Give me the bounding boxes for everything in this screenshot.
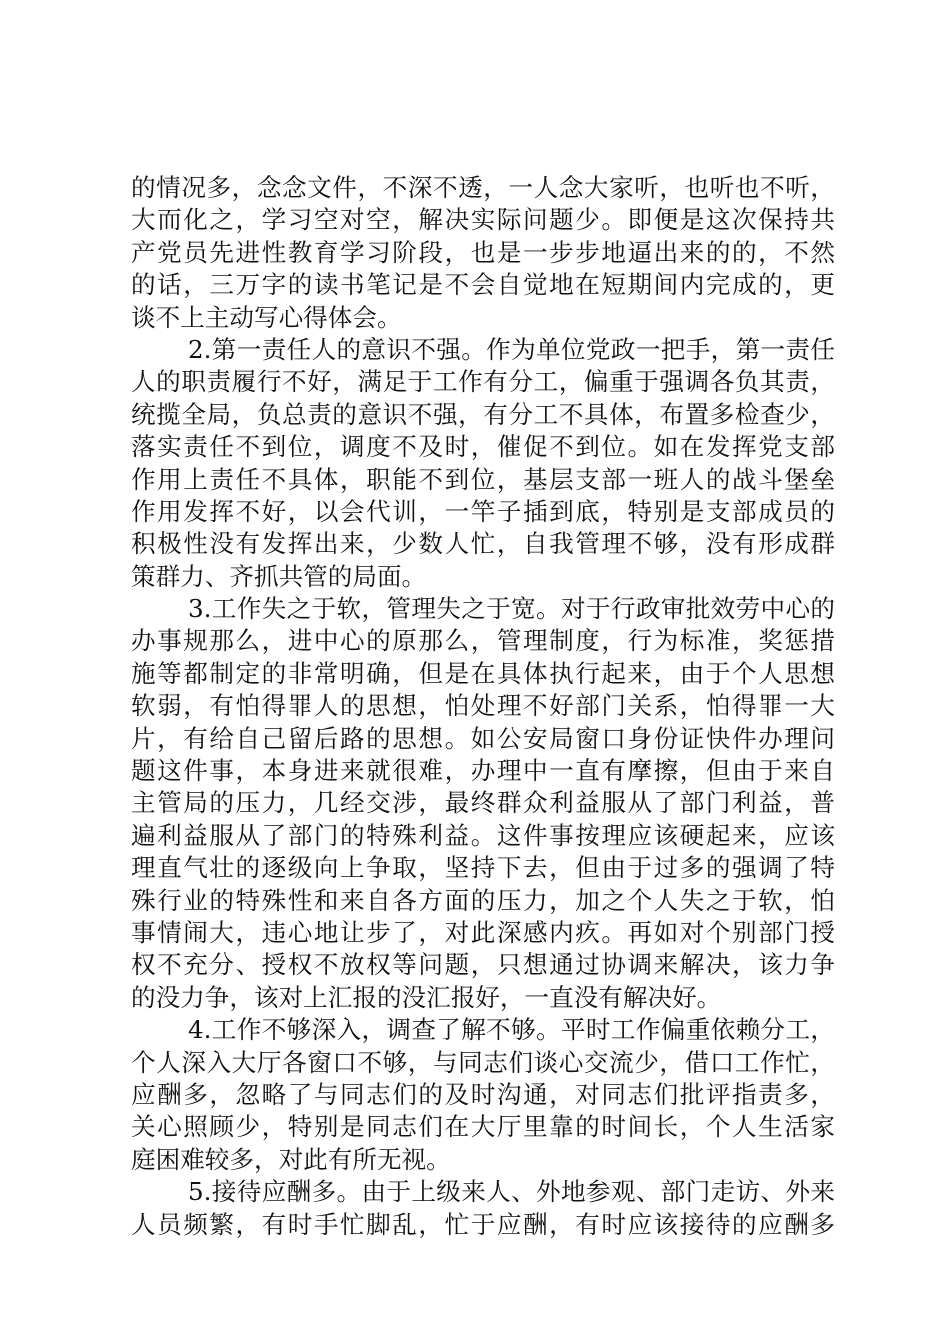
text-line: 人员频繁，有时手忙脚乱，忙于应酬，有时应该接待的应酬多 (131, 1209, 835, 1239)
document-body (131, 172, 835, 1241)
text-line: 片，有给自己留后路的思想。如公安局窗口身份证快件办理问 (131, 723, 835, 753)
text-line: 4.工作不够深入，调查了解不够。平时工作偏重依赖分工， (188, 1015, 835, 1045)
text-line: 大而化之，学习空对空，解决实际问题少。即便是这次保持共 (131, 205, 835, 235)
text-line: 题这件事，本身进来就很难，办理中一直有摩擦，但由于来自 (131, 756, 835, 786)
text-line: 作用发挥不好，以会代训，一竿子插到底，特别是支部成员的 (131, 496, 835, 526)
text-line: 遍利益服从了部门的特殊利益。这件事按理应该硬起来，应该 (131, 820, 835, 850)
text-line: 个人深入大厅各窗口不够，与同志们谈心交流少，借口工作忙， (131, 1047, 835, 1077)
text-line: 统揽全局，负总责的意识不强，有分工不具体，布置多检查少， (131, 399, 835, 429)
text-line: 权不充分、授权不放权等问题，只想通过协调来解决，该力争 (131, 950, 835, 980)
text-line: 策群力、齐抓共管的局面。 (131, 561, 427, 591)
text-line: 关心照顾少，特别是同志们在大厅里靠的时间长，个人生活家 (131, 1112, 835, 1142)
text-line: 理直气壮的逐级向上争取，坚持下去，但由于过多的强调了特 (131, 853, 835, 883)
text-line: 事情闹大，违心地让步了，对此深感内疚。再如对个别部门授 (131, 917, 835, 947)
text-line: 庭困难较多，对此有所无视。 (131, 1144, 451, 1174)
text-line: 软弱，有怕得罪人的思想，怕处理不好部门关系，怕得罪一大 (131, 691, 835, 721)
text-line: 主管局的压力，几经交涉，最终群众利益服从了部门利益，普 (131, 788, 835, 818)
text-line: 的没力争，该对上汇报的没汇报好，一直没有解决好。 (131, 982, 722, 1012)
text-line: 产党员先进性教育学习阶段，也是一步步地逼出来的的，不然 (131, 237, 835, 267)
text-line: 人的职责履行不好，满足于工作有分工，偏重于强调各负其责， (131, 367, 835, 397)
text-line: 的话，三万字的读书笔记是不会自觉地在短期间内完成的，更 (131, 270, 835, 300)
text-line: 3.工作失之于软，管理失之于宽。对于行政审批效劳中心的 (188, 594, 835, 624)
text-line: 积极性没有发挥出来，少数人忙，自我管理不够，没有形成群 (131, 529, 835, 559)
text-line: 作用上责任不具体，职能不到位，基层支部一班人的战斗堡垒 (131, 464, 835, 494)
text-line: 谈不上主动写心得体会。 (131, 302, 402, 332)
text-line: 应酬多，忽略了与同志们的及时沟通，对同志们批评指责多， (131, 1079, 835, 1109)
text-line: 施等都制定的非常明确，但是在具体执行起来，由于个人思想 (131, 658, 835, 688)
text-line: 落实责任不到位，调度不及时，催促不到位。如在发挥党支部 (131, 432, 835, 462)
text-line: 办事规那么，进中心的原那么，管理制度，行为标准，奖惩措 (131, 626, 835, 656)
text-line: 殊行业的特殊性和来自各方面的压力，加之个人失之于软，怕 (131, 885, 835, 915)
text-line: 2.第一责任人的意识不强。作为单位党政一把手，第一责任 (188, 334, 835, 364)
text-line: 的情况多，念念文件，不深不透，一人念大家听，也听也不听， (131, 173, 835, 202)
text-line: 5.接待应酬多。由于上级来人、外地参观、部门走访、外来 (188, 1177, 835, 1207)
